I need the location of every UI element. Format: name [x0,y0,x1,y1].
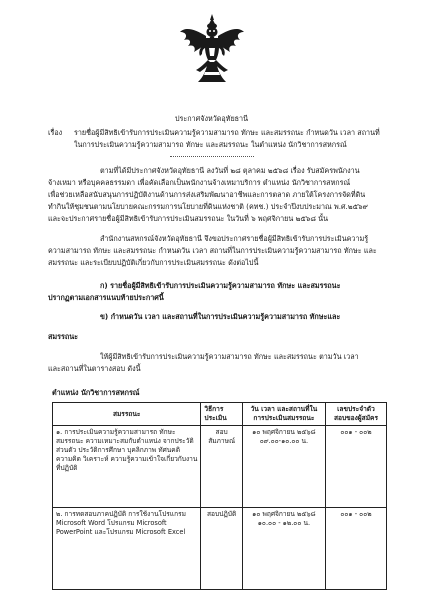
seat-range: ๐๐๑ - ๐๐๒ [340,510,372,518]
section-a-heading: ก) รายชื่อผู้มีสิทธิเข้ารับการประเมินความรู้ความสามารถ ทักษะ และสมรรถนะ [100,281,341,290]
section-b-heading-cont: สมรรถนะ [48,332,78,341]
cell-method [201,426,242,508]
cell-datetime [242,508,325,590]
header-seat [325,403,386,426]
cell-competency [53,508,201,590]
paragraph-3-line: และสถานที่ในตารางสอบ ดังนี้ [48,364,141,373]
table-row [53,508,387,590]
paragraph-2-line: สำนักงานสหกรณ์จังหวัดอุทัยธานี จึงขอประกาศรายชื่อผู้มีสิทธิเข้ารับการประเมินความรู้ [100,234,369,243]
garuda-emblem-icon [178,12,246,84]
method-line: สอบปฏิบัติ [207,510,237,518]
cell-seat [325,426,386,508]
header-datetime [242,403,325,426]
header-seat-line: สอบของผู้สมัคร [333,414,378,422]
header-competency: สมรรถนะ [53,403,201,426]
competency-line: ๑. การประเมินความรู้ความสามารถ ทักษะ [56,428,176,436]
competency-line: ส่วนตัว ประวัติการศึกษา บุคลิกภาพ ทัศนคติ [56,446,180,454]
cell-method [201,508,242,590]
datetime-line: ๐๙.๐๐-๑๐.๐๐ น. [259,437,309,445]
datetime-line: ๑๐.๐๐ - ๑๒.๐๐ น. [257,519,311,527]
competency-line: PowerPoint และโปรแกรม Microsoft Excel [56,528,186,536]
subject-line-2: ในการประเมินความรู้ความสามารถ ทักษะ และสมรรถนะ ในตำแหน่ง นักวิชาการสหกรณ์ [74,140,347,149]
subject-label: เรื่อง [48,128,63,137]
seat-range: ๐๐๑ - ๐๐๒ [340,428,372,436]
separator-line [170,156,254,157]
header-method-line: ประเมิน [204,414,227,422]
cell-datetime [242,426,325,508]
header-seat-line: เลขประจำตัว [337,405,375,413]
competency-line: ความคิด วิเคราะห์ ความรู้ความเข้าใจเกี่ยวกับงาน [56,455,198,463]
paragraph-1-line: ตามที่ได้มีประกาศจังหวัดอุทัยธานี ลงวันที่ ๒๘ ตุลาคม ๒๕๖๘ เรื่อง รับสมัครพนักงาน [100,166,360,175]
competency-line: Microsoft Word โปรแกรม Microsoft [56,519,167,527]
paragraph-1-line: จ้างเหมา หรือบุคคลธรรมดา เพื่อคัดเลือกเป็นพนักงานจ้างเหมาบริการ ตำแหน่ง นักวิชาการสหกรณ์ [48,178,351,187]
competency-line: สมรรถนะ ความเหมาะสมกับตำแหน่ง จากประวัติ [56,437,194,445]
table-header-row [53,403,387,426]
document-title: ประกาศจังหวัดอุทัยธานี [175,114,248,123]
datetime-line: ๑๐ พฤศจิกายน ๒๕๖๘ [252,510,316,518]
competency-line: ๒. การทดสอบภาคปฏิบัติ การใช้งานโปรแกรม [56,510,186,518]
paragraph-3-line: ให้ผู้มีสิทธิเข้ารับการประเมินความรู้ความสามารถ ทักษะ และสมรรถนะ ตามวัน เวลา [100,352,359,361]
paragraph-2-line: สมรรถนะ และระเบียบปฏิบัติเกี่ยวกับการประเมินสมรรถนะ ดังต่อไปนี้ [48,258,259,267]
subject-line-1: รายชื่อผู้มีสิทธิเข้ารับการประเมินความรู้ความสามารถ ทักษะ และสมรรถนะ กำหนดวัน เวลา สถานที่ [74,128,380,137]
header-method-line: วิธีการ [204,405,224,413]
paragraph-1-line: ทำกินให้ชุมชนตามนโยบายคณะกรรมการนโยบายที่ดินแห่งชาติ (คทช.) ประจำปีงบประมาณ พ.ศ.๒๕๖๙ [48,202,368,211]
position-heading: ตำแหน่ง นักวิชาการสหกรณ์ [52,388,140,397]
exam-schedule-table [52,402,387,590]
paragraph-1-line: เพื่อช่วยเหลือสนับสนุนการปฏิบัติงานด้านการส่งเสริมพัฒนาอาชีพและการตลาด ภายใต้โครงการจัดที่ดิน [48,190,366,199]
method-line: สอบ [215,428,228,436]
paragraph-1-line: และจะประกาศรายชื่อผู้มีสิทธิเข้ารับการประเมินสมรรถนะ ในวันที่ ๖ พฤศจิกายน ๒๕๖๘ นั้น [48,214,328,223]
table-row [53,426,387,508]
cell-seat [325,508,386,590]
section-a-heading-cont: ปรากฏตามเอกสารแนบท้ายประกาศนี้ [48,293,164,302]
paragraph-2-line: ความสามารถ ทักษะ และสมรรถนะ กำหนดวัน เวลา สถานที่ในการประเมินความรู้ความสามารถ ทักษะ และ [48,246,377,255]
method-line: สัมภาษณ์ [208,437,236,445]
datetime-line: ๑๐ พฤศจิกายน ๒๕๖๘ [252,428,316,436]
header-datetime-line: วัน เวลา และสถานที่ใน [250,405,318,413]
cell-competency [53,426,201,508]
competency-line: ที่ปฏิบัติ [56,464,78,472]
header-method [201,403,242,426]
header-datetime-line: การประเมินสมรรถนะ [253,414,315,422]
section-b-heading: ข) กำหนดวัน เวลา และสถานที่ในการประเมินความรู้ความสามารถ ทักษะและ [100,312,341,321]
